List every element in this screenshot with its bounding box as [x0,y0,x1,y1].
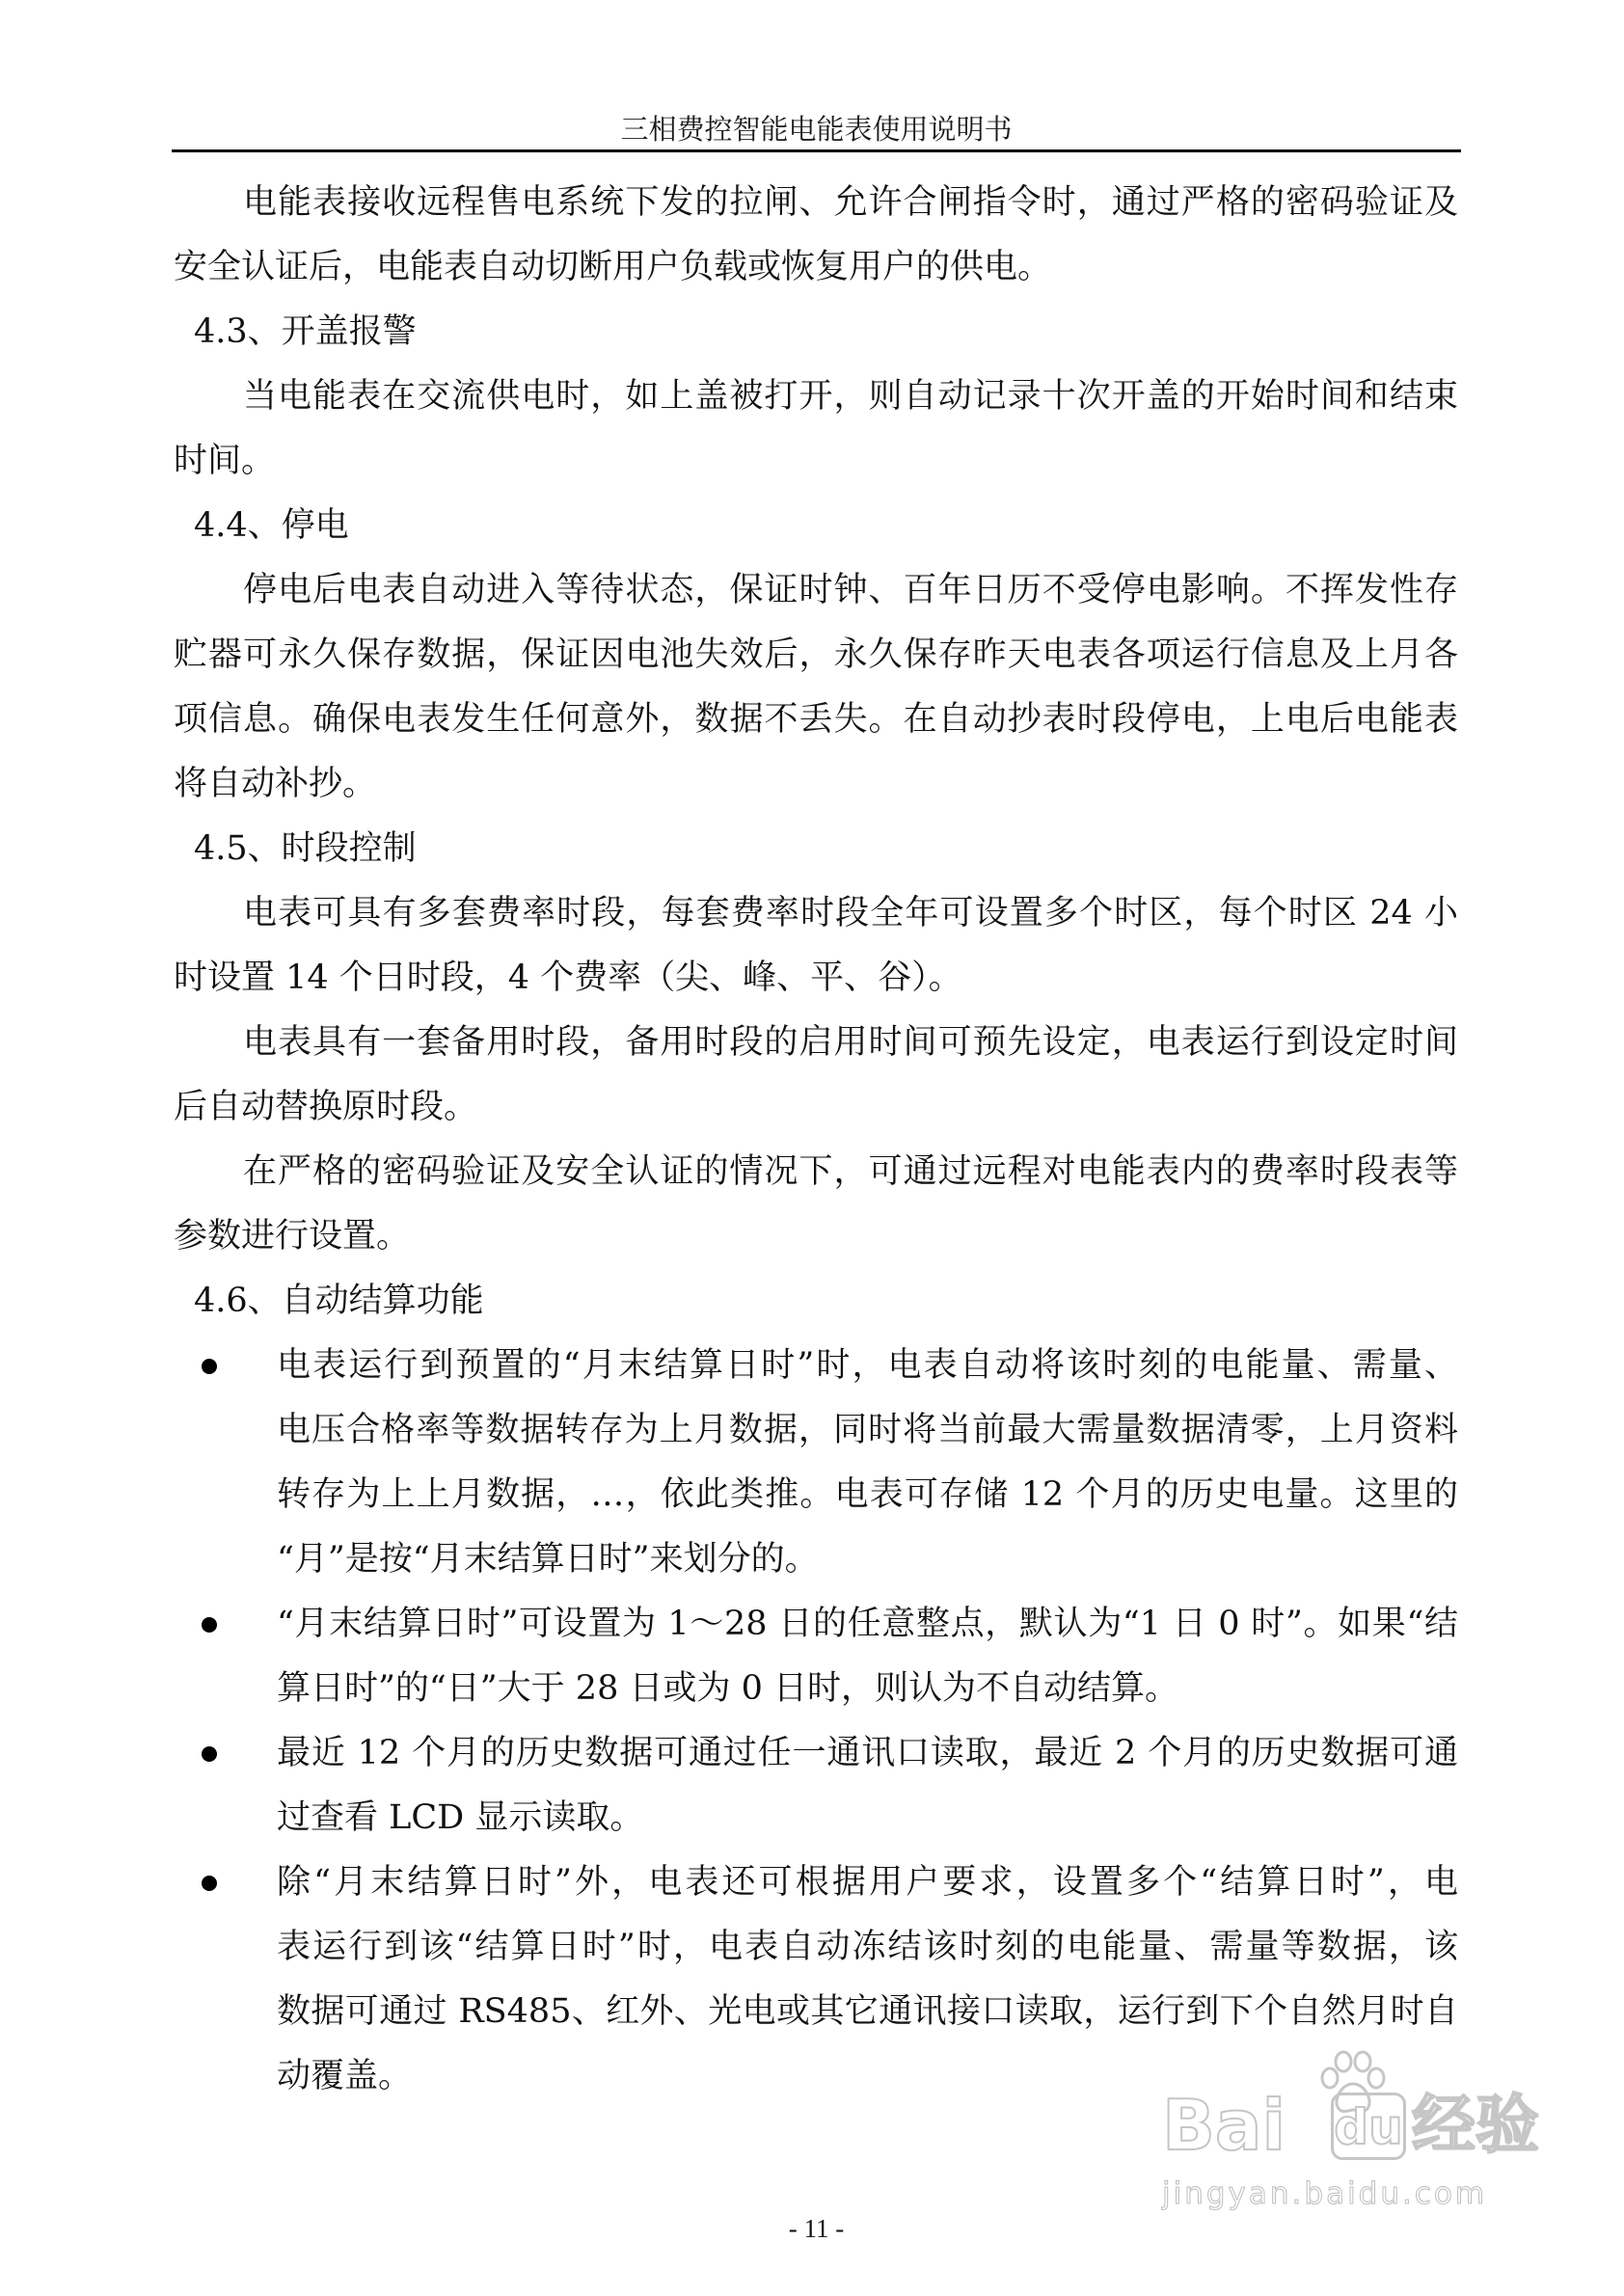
section-heading: 4.4、停电 [194,506,349,545]
bullet-line: 最近 12 个月的历史数据可通过任一通讯口读取，最近 2 个月的历史数据可通 [277,1734,1458,1772]
paragraph [174,1140,1458,1269]
bullet-line: 数据可通过 RS485、红外、光电或其它通讯接口读取，运行到下个自然月时自 [277,1992,1458,2031]
watermark-brand-right: du [1331,2093,1406,2160]
paragraph-line: 电表具有一套备用时段，备用时段的启用时间可预先设定，电表运行到设定时间 [243,1023,1458,1062]
watermark-url: jingyan.baidu.com [1162,2176,1488,2211]
watermark-suffix: 经验 [1412,2088,1539,2162]
bullet-item [174,1592,1458,1721]
bullet-line: 动覆盖。 [277,2057,413,2095]
paragraph-line: 时设置 14 个日时段，4 个费率（尖、峰、平、谷）。 [174,959,962,997]
paragraph-line: 当电能表在交流供电时，如上盖被打开，则自动记录十次开盖的开始时间和结束 [243,377,1458,416]
paragraph-line: 在严格的密码验证及安全认证的情况下，可通过远程对电能表内的费率时段表等 [243,1152,1458,1191]
paragraph-line: 停电后电表自动进入等待状态，保证时钟、百年日历不受停电影响。不挥发性存 [243,571,1458,609]
paragraph-line: 安全认证后，电能表自动切断用户负载或恢复用户的供电。 [174,248,1052,286]
baidu-jingyan-watermark [1157,2044,1553,2218]
paragraph-line: 将自动补抄。 [174,765,377,803]
bullet-list [174,1334,1458,2109]
section-heading: 4.6、自动结算功能 [194,1282,484,1320]
bullet-dot-icon [202,1876,217,1891]
document-body [174,171,1458,2109]
paragraph [174,558,1458,817]
watermark-brand-left: Bai [1162,2085,1286,2166]
bullet-line: 过查看 LCD 显示读取。 [277,1798,644,1837]
bullet-line: “月”是按“月末结算日时”来划分的。 [277,1540,819,1579]
bullet-dot-icon [202,1617,217,1633]
paragraph [174,1011,1458,1140]
bullet-line: 电表运行到预置的“月末结算日时”时，电表自动将该时刻的电能量、需量、 [277,1346,1458,1385]
section-heading: 4.5、时段控制 [194,829,417,868]
header-rule [172,149,1461,152]
paragraph-line: 后自动替换原时段。 [174,1088,478,1126]
paragraph-line: 时间。 [174,442,276,480]
paragraph [174,171,1458,300]
bullet-line: 表运行到该“结算日时”时，电表自动冻结该时刻的电能量、需量等数据，该 [277,1928,1458,1966]
bullet-item [174,1334,1458,1592]
bullet-line: “月末结算日时”可设置为 1～28 日的任意整点，默认为“1 日 0 时”。如果“结 [277,1605,1458,1643]
running-header-title: 三相费控智能电能表使用说明书 [620,113,1013,146]
paragraph-line: 电能表接收远程售电系统下发的拉闸、允许合闸指令时，通过严格的密码验证及 [243,183,1458,222]
bullet-line: 转存为上上月数据，…，依此类推。电表可存储 12 个月的历史电量。这里的 [277,1475,1458,1514]
bullet-line: 算日时”的“日”大于 28 日或为 0 日时，则认为不自动结算。 [277,1669,1178,1708]
paragraph [174,365,1458,494]
bullet-line: 除“月末结算日时”外，电表还可根据用户要求，设置多个“结算日时”，电 [277,1863,1458,1902]
bullet-line: 电压合格率等数据转存为上月数据，同时将当前最大需量数据清零，上月资料 [277,1411,1458,1449]
bullet-dot-icon [202,1746,217,1762]
paragraph-line: 参数进行设置。 [174,1217,411,1256]
paragraph-line: 项信息。确保电表发生任何意外，数据不丢失。在自动抄表时段停电，上电后电能表 [174,700,1458,739]
bullet-dot-icon [202,1359,217,1374]
paragraph [174,881,1458,1011]
bullet-item [174,1721,1458,1850]
section-heading: 4.3、开盖报警 [194,312,417,351]
paragraph-line: 电表可具有多套费率时段，每套费率时段全年可设置多个时区，每个时区 24 小 [243,894,1458,932]
page-number: - 11 - [788,2214,845,2243]
paragraph-line: 贮器可永久保存数据，保证因电池失效后，永久保存昨天电表各项运行信息及上月各 [174,635,1458,674]
